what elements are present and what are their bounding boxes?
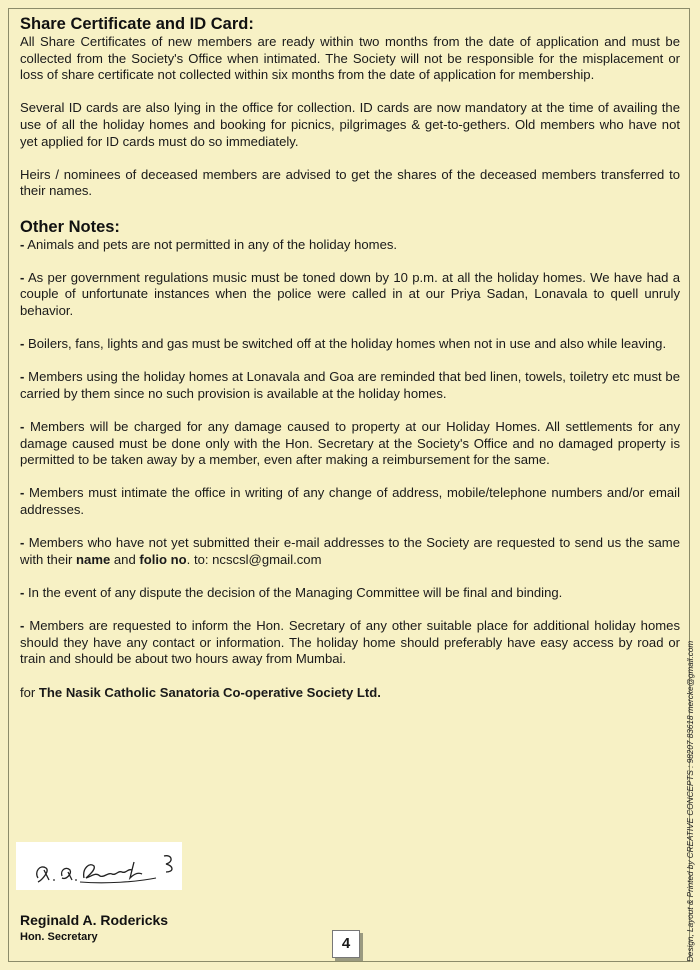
note-dash: - <box>20 485 25 501</box>
note-1 <box>20 237 680 254</box>
share-paragraph-3: Heirs / nominees of deceased members are advised to get the shares of the deceased members transferred to their names. <box>20 166 680 199</box>
note-9 <box>20 618 680 668</box>
note-6 <box>20 485 680 518</box>
note-2 <box>20 270 680 320</box>
note-6-text: Members must intimate the office in writing of any change of address, mobile/telephone numbers and/or email addresses. <box>20 485 680 518</box>
note-8 <box>20 585 680 602</box>
closing-for: for <box>20 684 39 700</box>
note-4 <box>20 369 680 402</box>
note-dash: - <box>20 369 25 385</box>
note-dash: - <box>20 618 25 634</box>
organization-name: The Nasik Catholic Sanatoria Co-operative Society Ltd. <box>38 684 381 700</box>
note-5 <box>20 419 680 469</box>
signatory-title: Hon. Secretary <box>20 931 98 943</box>
signature-image <box>16 842 182 890</box>
document-body <box>20 14 680 701</box>
note-7-and: and <box>110 551 140 567</box>
page-number: 4 <box>332 930 360 958</box>
note-dash: - <box>20 585 25 600</box>
note-7-text-b: . to: ncscsl@gmail.com <box>186 551 322 567</box>
note-7-text-a: Members who have not yet submitted their e-mail addresses to the Society are requested to send us the same with their <box>20 535 680 567</box>
note-dash: - <box>20 236 25 252</box>
printer-credit: Design, Layout & Printed by CREATIVE CONCEPTS : 98207 83618 mercke@gmail.com <box>686 640 695 962</box>
note-9-text: Members are requested to inform the Hon. Secretary of any other suitable place for additional holiday homes should they have any contact or information. The holiday home should preferably have easy access by road or train and should be about two hours away from Mumbai. <box>20 618 680 667</box>
other-notes-heading: Other Notes: <box>20 217 120 236</box>
note-5-text: Members will be charged for any damage caused to property at our Holiday Homes. All settlements for any damage caused must be done only with the Hon. Secretary at the Society's Office and no damaged property is permitted to be taken away by a member, even after making a reimbursement for the same. <box>20 419 680 468</box>
note-dash: - <box>20 419 25 435</box>
note-3 <box>20 336 680 353</box>
note-1-text: Animals and pets are not permitted in any of the holiday homes. <box>24 236 398 252</box>
note-7 <box>20 535 680 568</box>
note-7-folio: folio no <box>139 551 187 567</box>
note-dash: - <box>20 336 25 352</box>
share-section-heading: Share Certificate and ID Card: <box>20 15 254 33</box>
share-paragraph-2: Several ID cards are also lying in the office for collection. ID cards are now mandatory at the time of availing the use of all the holiday homes and booking for picnics, pilgrimages & get-to-gethers. Old members who have not yet applied for ID cards must do so immediately. <box>20 100 680 149</box>
signatory-name: Reginald A. Rodericks <box>20 912 169 928</box>
note-4-text: Members using the holiday homes at Lonavala and Goa are reminded that bed linen, towels, toiletry etc must be carried by them since no such provision is available at the holiday homes. <box>20 369 680 401</box>
note-dash: - <box>20 269 25 285</box>
signature-drawing <box>16 842 182 890</box>
closing-line <box>20 685 680 702</box>
note-3-text: Boilers, fans, lights and gas must be switched off at the holiday homes when not in use and also while leaving. <box>24 336 667 352</box>
note-dash: - <box>20 535 25 551</box>
note-8-text: In the event of any dispute the decision of the Managing Committee will be final and binding. <box>24 585 563 600</box>
share-paragraph-1: All Share Certificates of new members are ready within two months from the date of application and must be collected from the Society's Office when intimated. The Society will not be responsible for the misplacement or loss of share certificate not collected within six months from the date of application for membership. <box>20 34 680 83</box>
note-2-text: As per government regulations music must be toned down by 10 p.m. at all the holiday homes. We have had a couple of unfortunate instances when the police were called in at our Priya Sadan, Lonavala to quell unruly behavior. <box>20 269 680 318</box>
note-7-name: name <box>76 551 111 567</box>
